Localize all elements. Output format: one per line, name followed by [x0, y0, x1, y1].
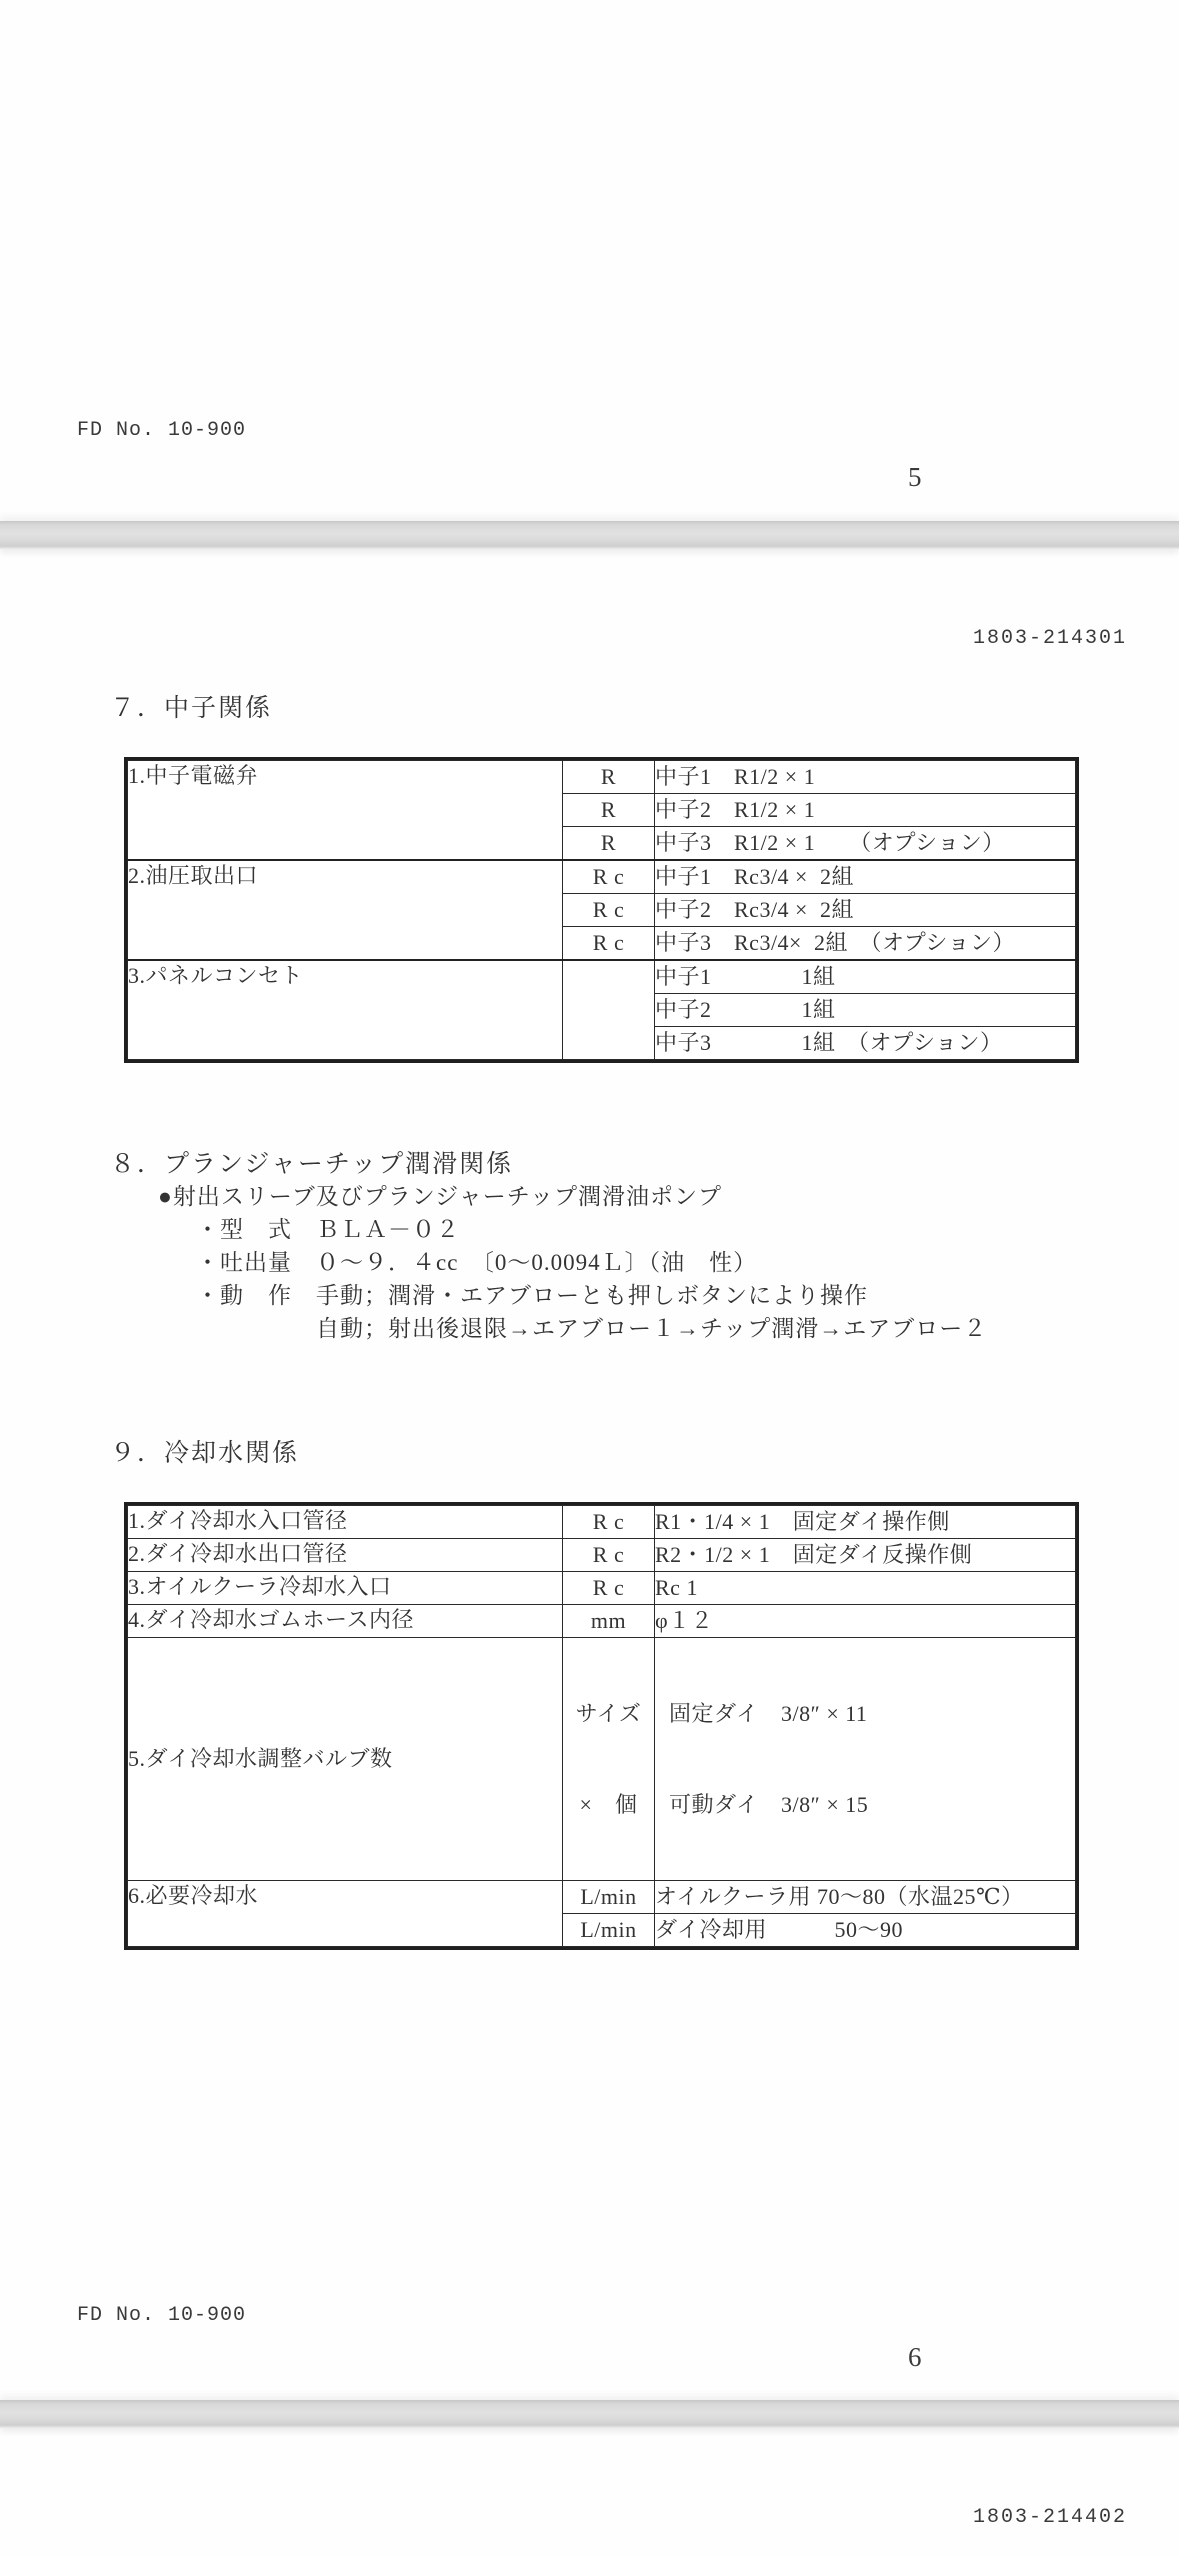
value-cell: Rc 1 — [655, 1572, 1076, 1605]
doc-code-top: 1803-214301 — [972, 627, 1127, 650]
row-label-cell: 1.ダイ冷却水入口管径 — [128, 1506, 563, 1539]
cooling-water-table — [124, 1502, 1079, 1950]
value-cell: オイルクーラ用 70～80（水温25℃） — [655, 1881, 1076, 1914]
unit-cell: R c — [563, 1539, 655, 1572]
page-number-6: 6 — [908, 2342, 922, 2372]
row-label-cell: 2.ダイ冷却水出口管径 — [128, 1539, 563, 1572]
section-8-manual-line: ・動 作 手動；潤滑・エアブローとも押しボタンにより操作 — [196, 1283, 868, 1308]
value-cell: 中子1 1組 — [655, 960, 1076, 994]
page-number-5: 5 — [908, 462, 922, 492]
row-label-cell: 6.必要冷却水 — [128, 1881, 563, 1947]
table-row — [128, 1605, 1076, 1638]
value-cell: 中子3 Rc3/4× 2組 （オプション） — [655, 927, 1076, 961]
unit-cell: R — [563, 761, 655, 794]
value-cell: R2・1/2 × 1 固定ダイ反操作側 — [655, 1539, 1076, 1572]
section-8-bullet-line: ●射出スリーブ及びプランジャーチップ潤滑油ポンプ — [158, 1184, 723, 1209]
unit-cell: R c — [563, 1506, 655, 1539]
value-cell: φ１２ — [655, 1605, 1076, 1638]
row-label-cell: 1.中子電磁弁 — [128, 761, 563, 861]
value-line: 可動ダイ 3/8″ × 15 — [669, 1792, 869, 1817]
unit-cell: L/min — [563, 1914, 655, 1947]
core-spec-table — [124, 757, 1079, 1063]
row-label-cell: 5.ダイ冷却水調整バルブ数 — [128, 1638, 563, 1881]
value-cell: 中子1 Rc3/4 × 2組 — [655, 860, 1076, 894]
section-8-model-line: ・型 式 ＢＬＡ－０２ — [196, 1217, 460, 1242]
table-row — [128, 761, 1076, 794]
section-8-discharge-line: ・吐出量 ０～９．４cc 〔0～0.0094Ｌ〕（油 性） — [196, 1250, 758, 1275]
doc-code-bottom: 1803-214402 — [972, 2506, 1127, 2529]
row-label-cell: 4.ダイ冷却水ゴムホース内径 — [128, 1605, 563, 1638]
value-line: 固定ダイ 3/8″ × 11 — [669, 1701, 868, 1726]
section-8-auto-line: 自動；射出後退限→エアブロー１→チップ潤滑→エアブロー２ — [316, 1316, 988, 1341]
doc-number-page5: FD No. 10-900 — [77, 419, 247, 442]
value-cell: 中子2 Rc3/4 × 2組 — [655, 894, 1076, 927]
unit-cell: R c — [563, 860, 655, 894]
table-row — [128, 1881, 1076, 1914]
unit-cell-empty — [563, 960, 655, 1060]
unit-line: サイズ — [575, 1701, 642, 1726]
doc-number-page6: FD No. 10-900 — [77, 2304, 247, 2327]
value-cell: ダイ冷却用 50～90 — [655, 1914, 1076, 1947]
table-row — [128, 1572, 1076, 1605]
unit-cell — [563, 1638, 655, 1881]
unit-cell: mm — [563, 1605, 655, 1638]
section-9-heading: ９．冷却水関係 — [110, 1440, 300, 1467]
table-row — [128, 960, 1076, 994]
row-label-cell: 3.パネルコンセト — [128, 960, 563, 1060]
unit-cell: R c — [563, 1572, 655, 1605]
table-row — [128, 1506, 1076, 1539]
value-cell: 中子3 1組 （オプション） — [655, 1027, 1076, 1060]
unit-cell: R — [563, 827, 655, 861]
table-row — [128, 860, 1076, 894]
value-cell: 中子1 R1/2 × 1 — [655, 761, 1076, 794]
value-cell: 中子2 R1/2 × 1 — [655, 794, 1076, 827]
unit-cell: L/min — [563, 1881, 655, 1914]
section-8-heading: ８．プランジャーチップ潤滑関係 — [110, 1151, 514, 1178]
value-cell — [655, 1638, 1076, 1881]
value-cell: 中子3 R1/2 × 1 （オプション） — [655, 827, 1076, 861]
unit-cell: R c — [563, 894, 655, 927]
value-cell: 中子2 1組 — [655, 994, 1076, 1027]
page-separator — [0, 521, 1179, 549]
row-label-cell: 3.オイルクーラ冷却水入口 — [128, 1572, 563, 1605]
unit-cell: R c — [563, 927, 655, 961]
section-7-heading: ７．中子関係 — [110, 695, 273, 722]
value-cell: R1・1/4 × 1 固定ダイ操作側 — [655, 1506, 1076, 1539]
table-row — [128, 1539, 1076, 1572]
row-label-cell: 2.油圧取出口 — [128, 860, 563, 960]
table-row — [128, 1638, 1076, 1881]
unit-cell: R — [563, 794, 655, 827]
unit-line: × 個 — [579, 1792, 638, 1817]
page-separator — [0, 2400, 1179, 2428]
